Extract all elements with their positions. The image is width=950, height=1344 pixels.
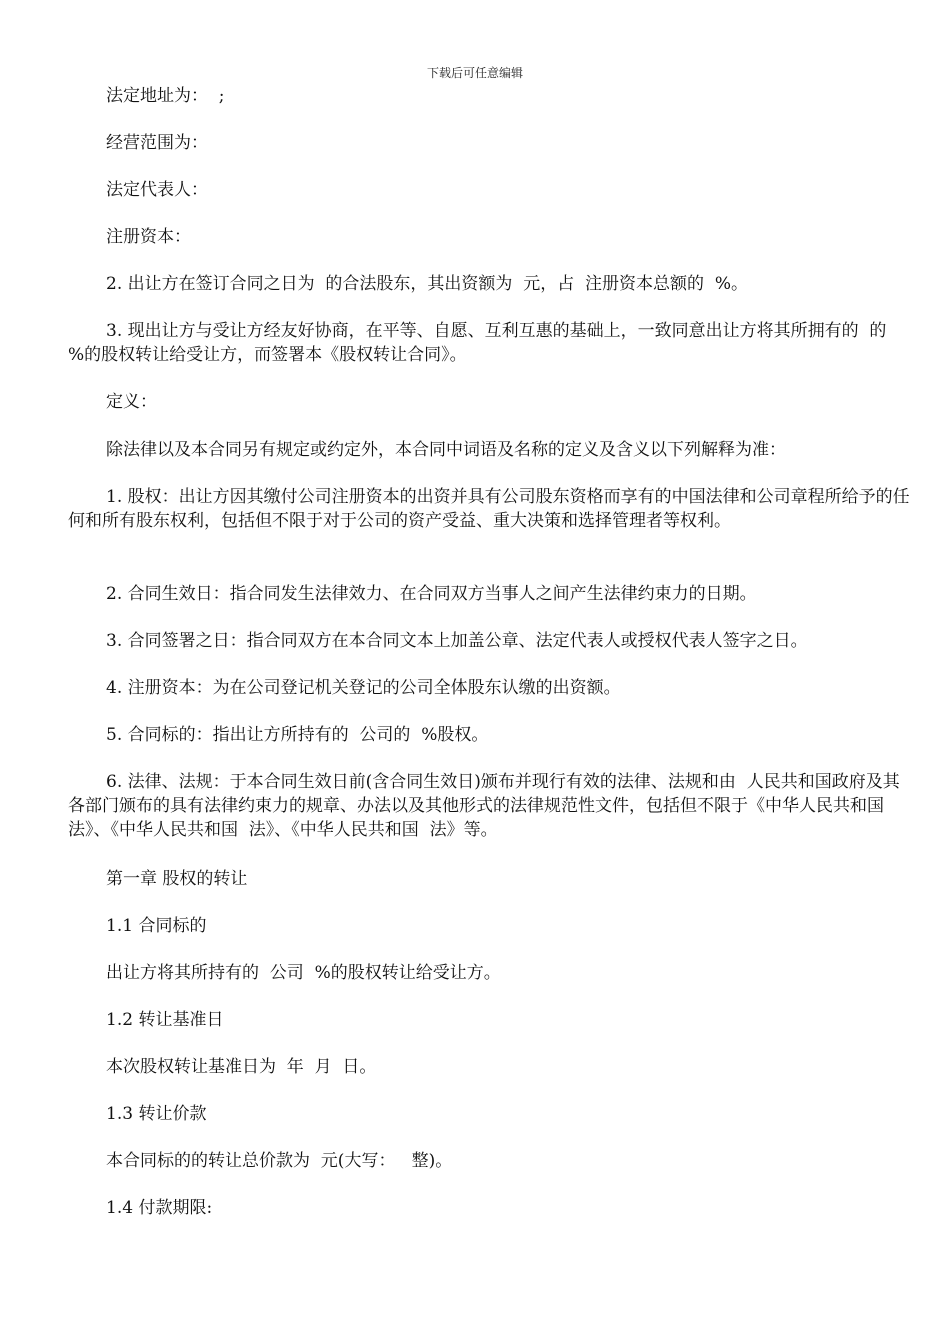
- section-1-4-heading: 1.4 付款期限:: [106, 1198, 213, 1218]
- section-1-3-body: 本合同标的的转让总价款为 元(大写： 整)。: [106, 1151, 453, 1171]
- paragraph-registered-capital: 注册资本：: [106, 227, 191, 247]
- section-1-2-heading: 1.2 转让基准日: [106, 1010, 224, 1030]
- paragraph-item-2: 2. 出让方在签订合同之日为 的合法股东，其出资额为 元，占 注册资本总额的 %。: [106, 274, 749, 294]
- paragraph-legal-representative: 法定代表人：: [106, 180, 208, 200]
- section-1-1-body: 出让方将其所持有的 公司 %的股权转让给受让方。: [106, 963, 501, 983]
- paragraph-business-scope: 经营范围为：: [106, 133, 208, 153]
- paragraph-def-5: 5. 合同标的：指出让方所持有的 公司的 %股权。: [106, 725, 489, 745]
- paragraph-def-6: 6. 法律、法规：于本合同生效日前(含合同生效日)颁布并现行有效的法律、法规和由 人民共和国政府及其各部门颁布的具有法律约束力的规章、办法以及其他形式的法律规范性文件，包括但不限于《中华人民共和国 法》、《中华人民共和国 法》、《中华人民共和国 法》等。: [68, 772, 900, 840]
- paragraph-definitions-intro: 除法律以及本合同另有规定或约定外，本合同中词语及名称的定义及含义以下列解释为准：: [106, 440, 786, 460]
- chapter-1-heading: 第一章 股权的转让: [106, 869, 248, 889]
- section-1-3-heading: 1.3 转让价款: [106, 1104, 207, 1124]
- page-header-note: 下载后可任意编辑: [426, 66, 523, 80]
- paragraph-item-3: 3. 现出让方与受让方经友好协商，在平等、自愿、互利互惠的基础上，一致同意出让方将其所拥有的 的 %的股权转让给受让方，而签署本《股权转让合同》。: [68, 321, 898, 365]
- paragraph-def-3: 3. 合同签署之日：指合同双方在本合同文本上加盖公章、法定代表人或授权代表人签字之日。: [106, 631, 808, 651]
- section-1-1-heading: 1.1 合同标的: [106, 916, 207, 936]
- paragraph-definitions-heading: 定义：: [106, 392, 157, 412]
- paragraph-legal-address: 法定地址为： ;: [106, 86, 225, 106]
- paragraph-def-1: 1. 股权：出让方因其缴付公司注册资本的出资并具有公司股东资格而享有的中国法律和公司章程所给予的任何和所有股东权利，包括但不限于对于公司的资产受益、重大决策和选择管理者等权利。: [68, 487, 910, 531]
- section-1-2-body: 本次股权转让基准日为 年 月 日。: [106, 1057, 377, 1077]
- paragraph-def-4: 4. 注册资本：为在公司登记机关登记的公司全体股东认缴的出资额。: [106, 678, 621, 698]
- paragraph-def-2: 2. 合同生效日：指合同发生法律效力、在合同双方当事人之间产生法律约束力的日期。: [106, 584, 757, 604]
